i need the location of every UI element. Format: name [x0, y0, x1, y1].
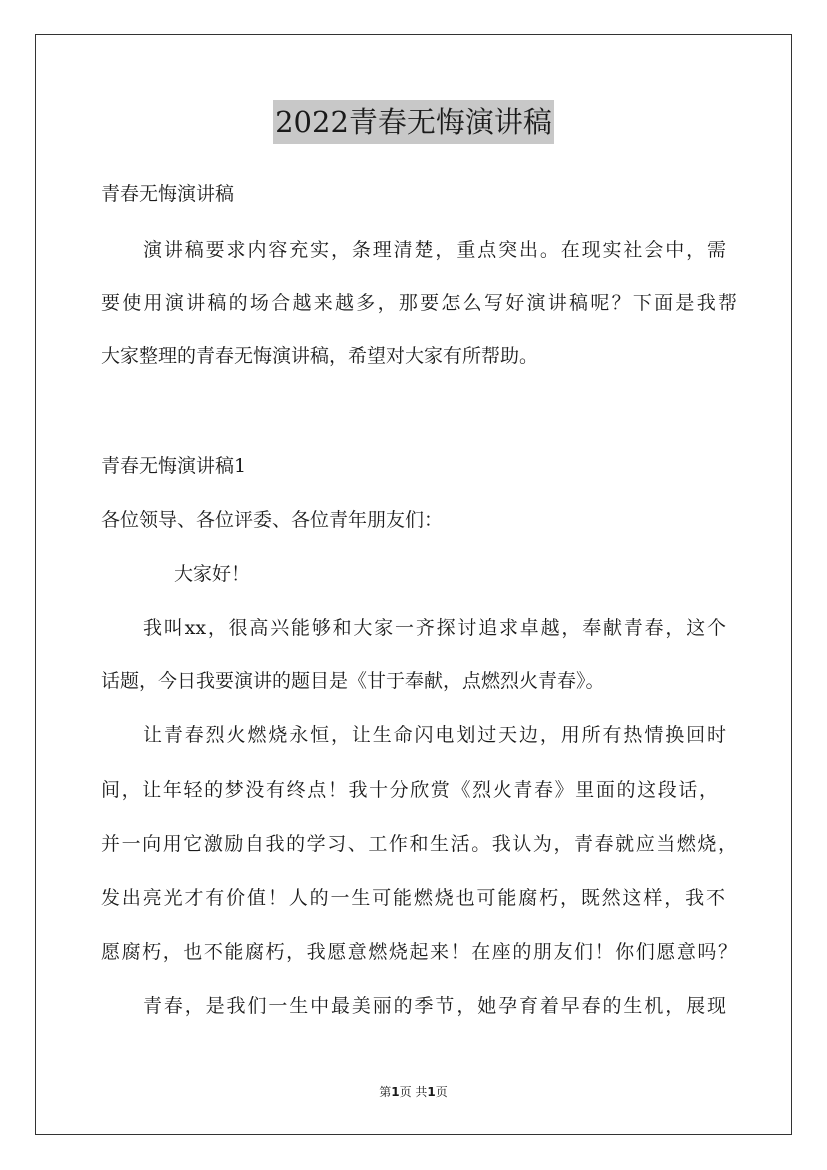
paragraph-line: 间，让年轻的梦没有终点！我十分欣赏《烈火青春》里面的这段话，: [101, 779, 718, 801]
paragraph-line: 让青春烈火燃烧永恒，让生命闪电划过天边，用所有热情换回时: [143, 724, 726, 746]
footer-middle: 页 共: [399, 1085, 428, 1099]
paragraph-line: 我叫xx，很高兴能够和大家一齐探讨追求卓越，奉献青春，这个: [143, 617, 726, 639]
greeting-line: 大家好！: [174, 563, 251, 585]
paragraph-line: 发出亮光才有价值！人的一生可能燃烧也可能腐朽，既然这样，我不: [101, 887, 725, 909]
footer-prefix: 第: [379, 1085, 392, 1099]
paragraph-line: 大家整理的青春无悔演讲稿，希望对大家有所帮助。: [101, 345, 539, 367]
page-footer: [0, 1084, 827, 1100]
paragraph-line: 青春，是我们一生中最美丽的季节，她孕育着早春的生机，展现: [143, 995, 726, 1017]
paragraph-line: 愿腐朽，也不能腐朽，我愿意燃烧起来！在座的朋友们！你们愿意吗？: [101, 941, 737, 963]
paragraph-line: 演讲稿要求内容充实，条理清楚，重点突出。在现实社会中，需: [143, 239, 726, 261]
speech-heading: 青春无悔演讲稿1: [101, 455, 247, 477]
footer-suffix: 页: [435, 1085, 448, 1099]
footer-total-pages: 1: [427, 1085, 436, 1099]
section-heading: 青春无悔演讲稿: [101, 183, 235, 205]
title-container: [0, 100, 827, 144]
paragraph-line: 并一向用它激励自我的学习、工作和生活。我认为，青春就应当燃烧，: [101, 833, 737, 855]
footer-page-number: 1: [391, 1085, 400, 1099]
paragraph-line: 要使用演讲稿的场合越来越多，那要怎么写好演讲稿呢？下面是我帮: [101, 292, 737, 314]
salutation-line: 各位领导、各位评委、各位青年朋友们：: [101, 509, 444, 531]
paragraph-line: 话题，今日我要演讲的题目是《甘于奉献，点燃烈火青春》。: [101, 670, 605, 692]
document-title: 2022青春无悔演讲稿: [273, 100, 554, 144]
